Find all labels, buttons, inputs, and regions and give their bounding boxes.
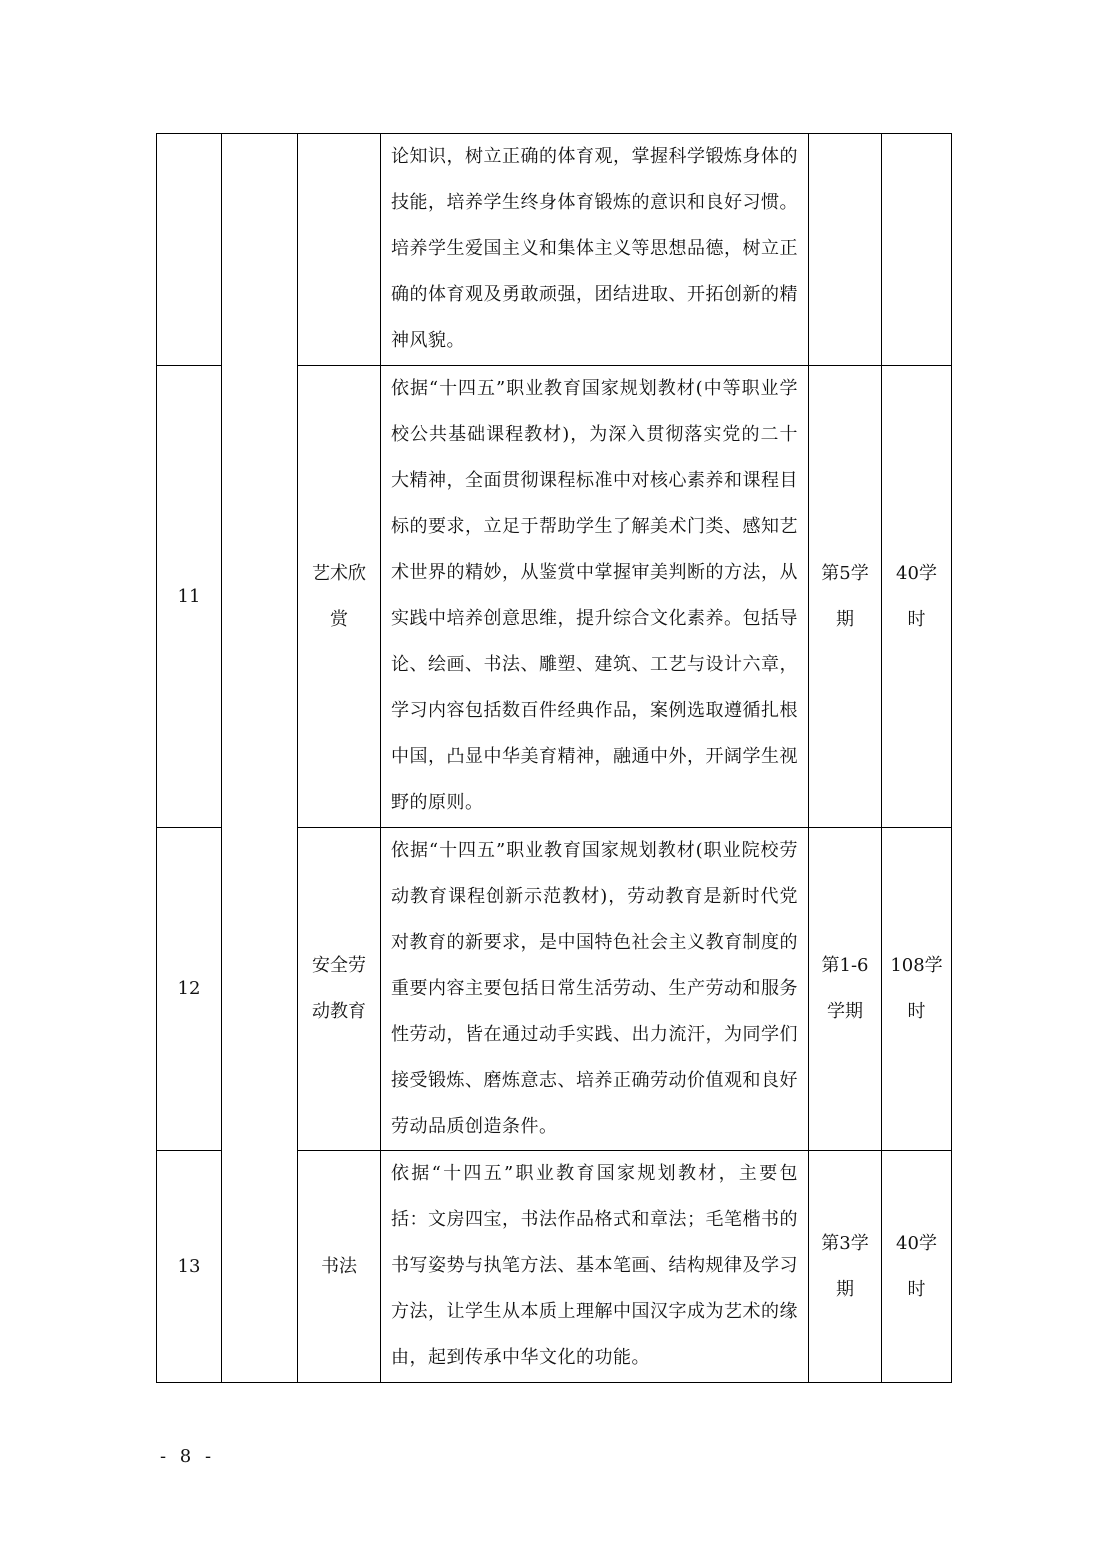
term: 第1-6学期 [821,955,869,1022]
page-number: - 8 - [160,1446,216,1467]
hours-cell [882,134,952,366]
row-number-cell [157,828,222,1151]
course-name: 艺术欣赏 [312,562,366,630]
course-description: 依据“十四五”职业教育国家规划教材(职业院校劳动教育课程创新示范教材)，劳动教育是新时代党对教育的新要求，是中国特色社会主义教育制度的重要内容主要包括日常生活劳动、生产劳动和服务性劳动，皆在通过动手实践、出力流汗，为同学们接受锻炼、磨炼意志、培养正确劳动价值观和良好劳动品质创造条件。 [381,828,809,1151]
course-description: 依据“十四五”职业教育国家规划教材，主要包括：文房四宝，书法作品格式和章法；毛笔楷书的书写姿势与执笔方法、基本笔画、结构规律及学习方法，让学生从本质上理解中国汉字成为艺术的缘由，起到传承中华文化的功能。 [381,1151,809,1383]
row-number-cell [157,366,222,828]
term-cell [809,828,882,1151]
term: 第5学期 [821,562,869,630]
hours: 108学时 [890,955,943,1022]
course-name-cell [298,366,381,828]
hours-cell [882,366,952,828]
term-cell [809,134,882,366]
course-name-cell [298,1151,381,1383]
hours: 40学时 [896,562,937,630]
course-name-cell [298,828,381,1151]
course-name: 书法 [321,1255,357,1277]
table-row [157,134,952,366]
term-cell [809,1151,882,1383]
row-number: 12 [177,978,201,999]
course-table [156,133,952,1383]
course-description: 依据“十四五”职业教育国家规划教材(中等职业学校公共基础课程教材)，为深入贯彻落实党的二十大精神，全面贯彻课程标准中对核心素养和课程目标的要求，立足于帮助学生了解美术门类、感知艺术世界的精妙，从鉴赏中掌握审美判断的方法，从实践中培养创意思维，提升综合文化素养。包括导论、绘画、书法、雕塑、建筑、工艺与设计六章，学习内容包括数百件经典作品，案例选取遵循扎根中国，凸显中华美育精神，融通中外，开阔学生视野的原则。 [381,366,809,828]
course-name: 安全劳动教育 [312,955,366,1022]
row-number: 13 [177,1255,201,1277]
hours-cell [882,1151,952,1383]
hours: 40学时 [896,1232,937,1300]
course-description: 论知识，树立正确的体育观，掌握科学锻炼身体的技能，培养学生终身体育锻炼的意识和良好习惯。培养学生爱国主义和集体主义等思想品德，树立正确的体育观及勇敢顽强，团结进取、开拓创新的精神风貌。 [381,134,809,366]
row-number: 11 [177,585,201,607]
course-name-cell [298,134,381,366]
term-cell [809,366,882,828]
category-cell [222,134,298,1383]
row-number-cell [157,134,222,366]
row-number-cell [157,1151,222,1383]
hours-cell [882,828,952,1151]
term: 第3学期 [821,1232,869,1300]
